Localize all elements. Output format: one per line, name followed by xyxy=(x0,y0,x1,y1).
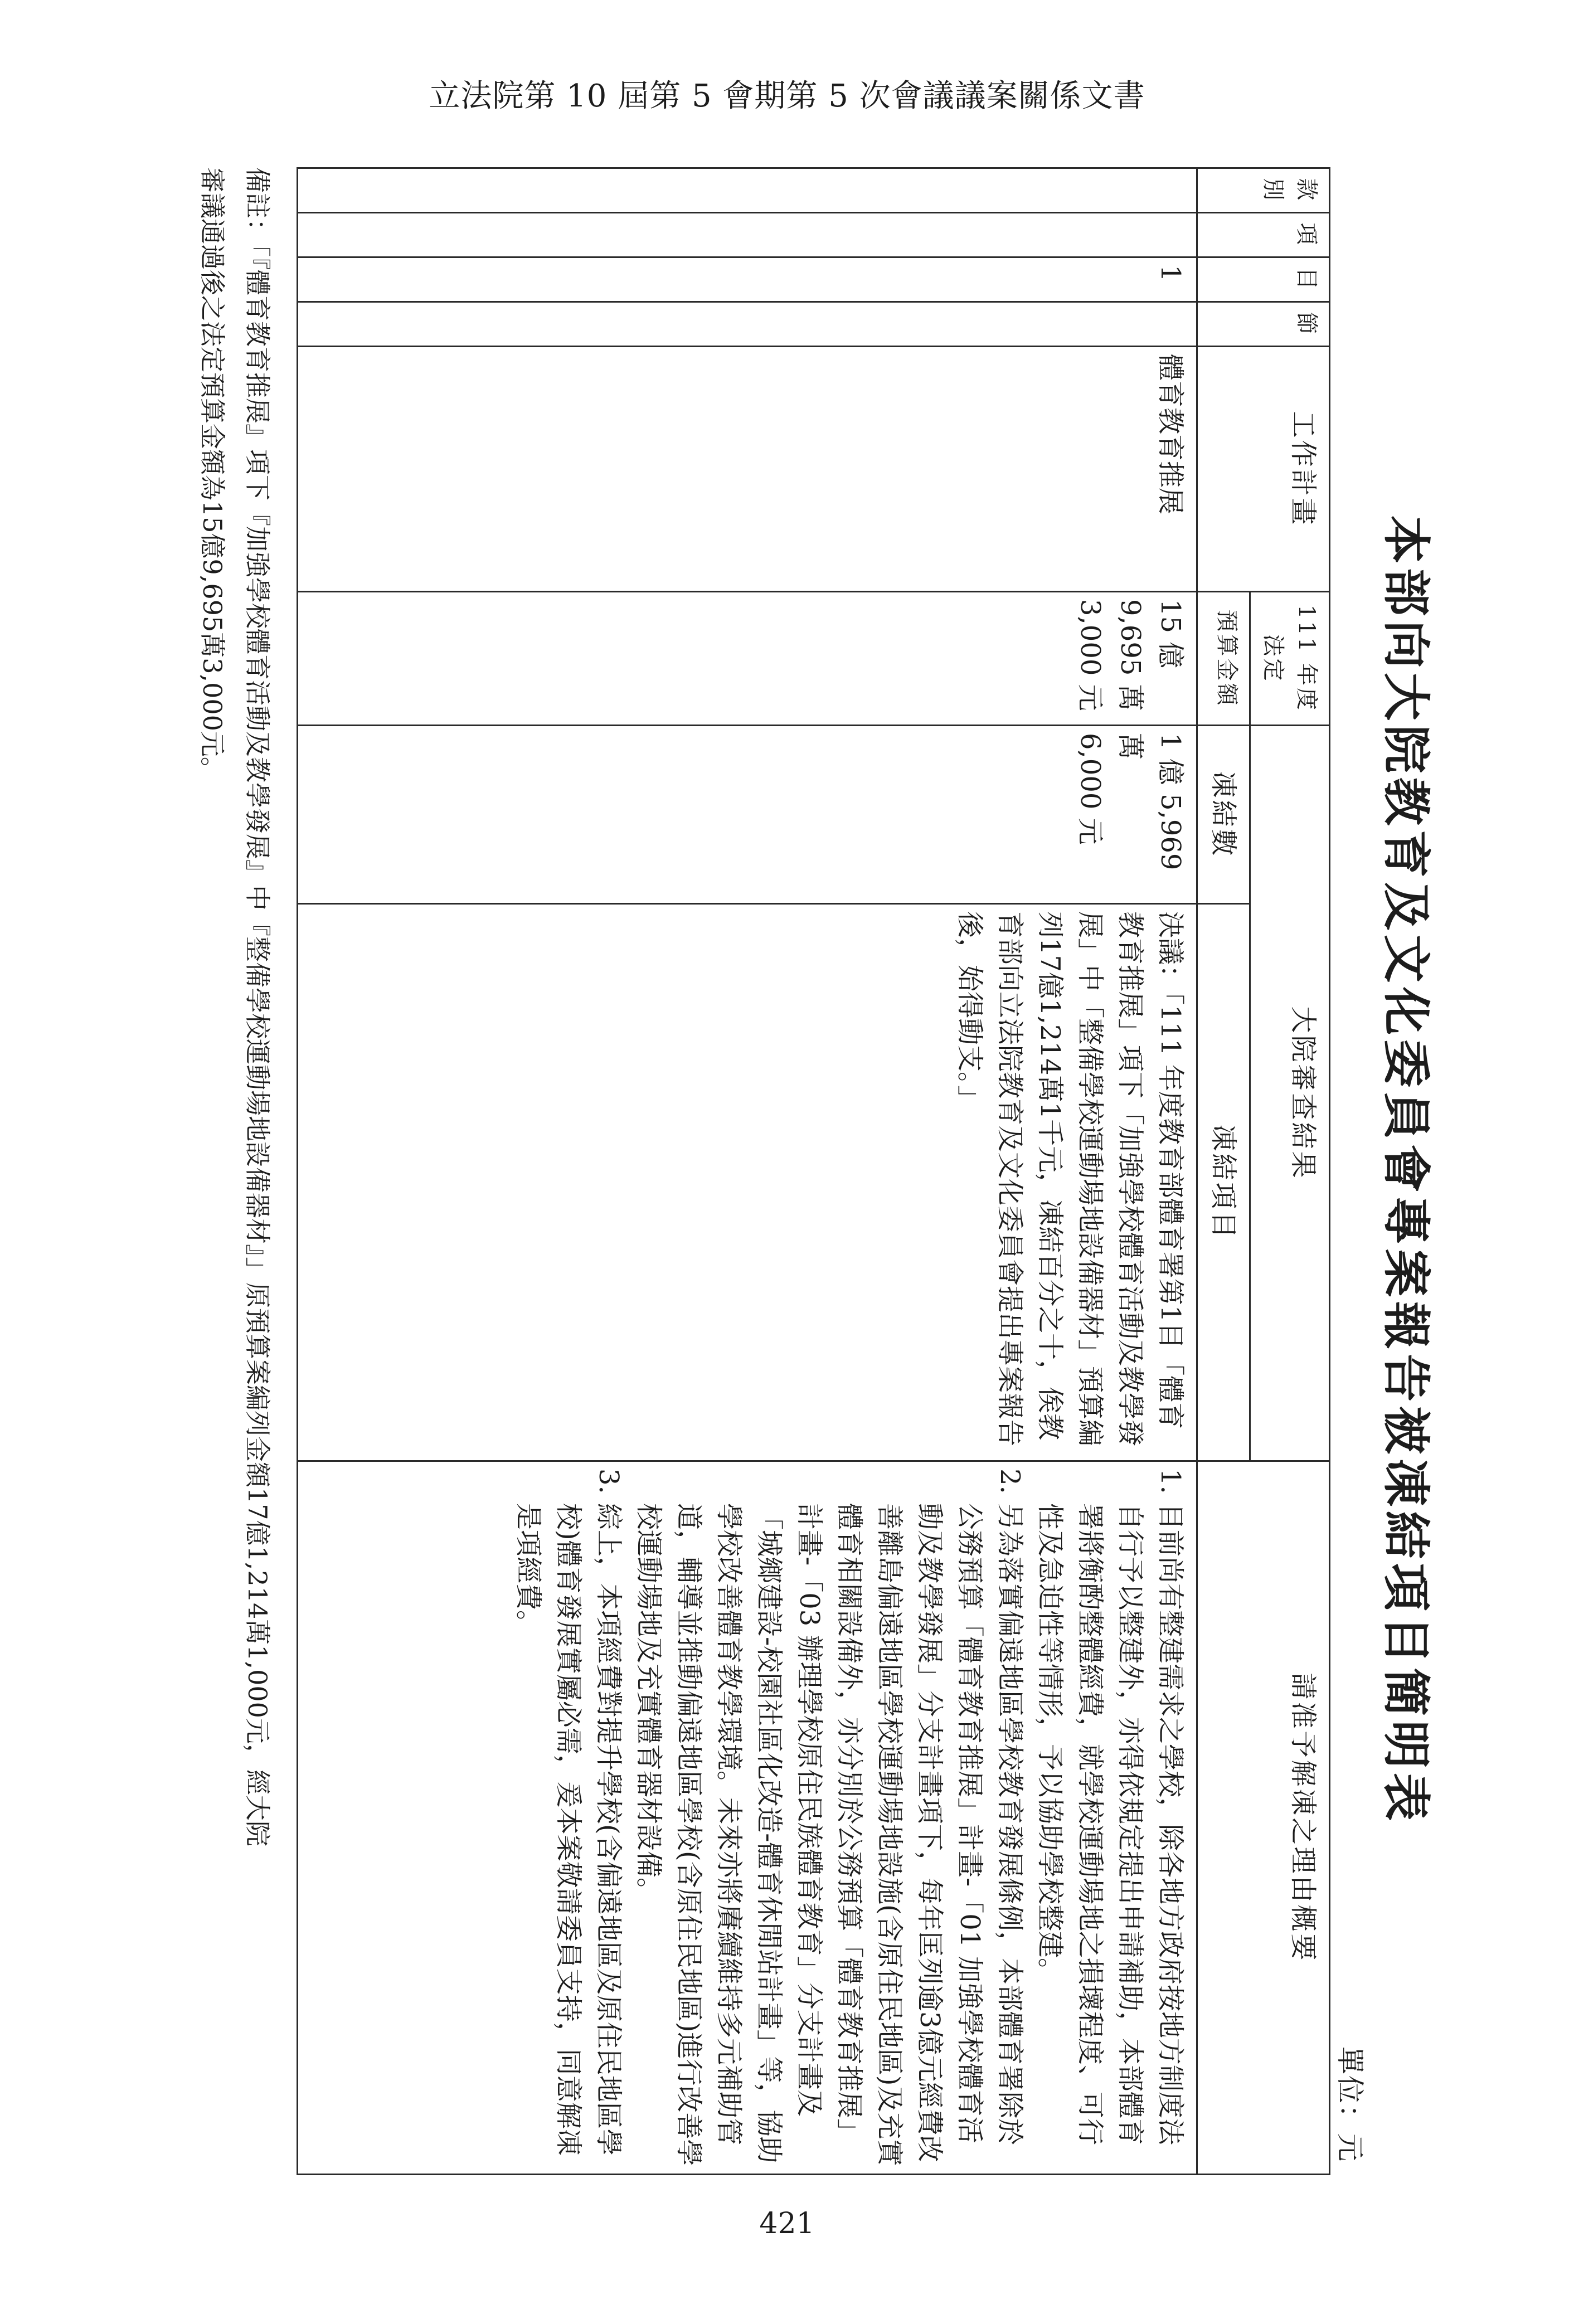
remark-line: 審議通過後之法定預算金額為15億9,695萬3,000元。 xyxy=(197,167,228,782)
cell-frozen-item: 決議：「111 年度教育部體育署第1目「體育教育推展」項下「加強學校體育活動及教學發展」中「整備學校運動場地設備器材」預算編列17億1,214萬1千元，凍結百分之十，俟教育部向立法院教育及文化委員會提出專案報告後，始得動支。」 xyxy=(298,904,1197,1461)
header-frozen-amount: 凍結數 xyxy=(1197,726,1250,904)
header-review-group: 大院審查結果 xyxy=(1250,726,1330,1461)
reason-text: 綜上，本項經費對提升學校(含偏遠地區及原住民地區學校)體育發展實屬必需，爰本案敬請委員支持，同意解凍是項經費。 xyxy=(513,1503,624,2156)
cell-budget-amount xyxy=(298,592,1197,726)
budget-amount-line: 15 億 xyxy=(1155,599,1186,669)
budget-amount-line: 3,000 元 xyxy=(1075,599,1106,711)
cell-xiang xyxy=(298,213,1197,257)
cell-work-plan: 體育教育推展 xyxy=(298,347,1197,592)
remarks xyxy=(190,167,280,2174)
page-number: 421 xyxy=(759,2207,815,2240)
document-title: 本部向大院教育及文化委員會專案報告被凍結項目簡明表 xyxy=(1378,516,1434,1825)
budget-amount-line: 9,695 萬 xyxy=(1115,599,1146,711)
reason-item xyxy=(508,1469,629,2167)
rotated-table-sheet xyxy=(129,167,1445,2174)
cell-jie xyxy=(298,302,1197,347)
reason-number: 1. xyxy=(1155,1469,1186,1494)
table-row xyxy=(298,168,1197,2175)
cell-reason xyxy=(298,1461,1197,2175)
remark-line: 備註：「『體育教育推展』項下『加強學校體育活動及教學發展』中『整備學校運動場地設備器材』」原預算案編列金額17億1,214萬1,000元，經大院 xyxy=(242,167,273,1846)
header-work-plan: 工作計畫 xyxy=(1197,347,1330,592)
cell-kuan xyxy=(298,168,1197,213)
page-header: 立法院第 10 屆第 5 會期第 5 次會議議案關係文書 xyxy=(429,78,1145,114)
cell-frozen-amount xyxy=(298,726,1197,904)
reason-item xyxy=(629,1469,1030,2167)
header-reason: 請准予解凍之理由概要 xyxy=(1197,1461,1330,2175)
header-budget-amount: 預算金額 xyxy=(1197,592,1250,726)
header-xiang: 項 xyxy=(1197,213,1330,257)
header-kuan: 款別 xyxy=(1197,168,1330,213)
cell-mu: 1 xyxy=(298,257,1197,302)
header-frozen-item: 凍結項目 xyxy=(1197,904,1250,1461)
header-mu: 目 xyxy=(1197,257,1330,302)
reason-text: 目前尚有整建需求之學校，除各地方政府按地方制度法自行予以整建外，亦得依規定提出申請補助，本部體育署將衡酌整體經費，就學校運動場地之損壞程度、可行性及急迫性等情形，予以協助學校整建。 xyxy=(1034,1503,1186,2146)
reason-text: 另為落實偏遠地區學校教育發展條例，本部體育署除於公務預算「體育教育推展」計畫-「01 加強學校體育活動及教學發展」分支計畫項下，每年匡列逾3億元經費改善離島偏遠地區學校運動場地設施(含原住民地區)及充實體育相關設備外，亦分別於公務預算「體育教育推展」計畫-「03 辦理學校原住民族體育教育」分支計畫及「城鄉建設-校園社區化改造-體育休閒站計畫」等，協助學校改善體育教學環境。未來亦將賡續維持多元補助管道，輔導並推動偏遠地區學校(含原住民地區)進行改善學校運動場地及充實體育器材設備。 xyxy=(633,1503,1026,2166)
frozen-amount-line: 6,000 元 xyxy=(1075,733,1106,845)
unit-label: 單位：元 xyxy=(1334,2046,1366,2162)
reason-number: 3. xyxy=(593,1469,624,1494)
frozen-items-table xyxy=(297,167,1330,2175)
header-budget-group: 111 年度法定 xyxy=(1250,592,1330,726)
frozen-amount-line: 1 億 5,969 萬 xyxy=(1115,733,1186,871)
reason-item xyxy=(1030,1469,1191,2167)
reason-number: 2. xyxy=(994,1469,1026,1494)
header-row-1 xyxy=(1250,168,1330,2175)
header-jie: 節 xyxy=(1197,302,1330,347)
